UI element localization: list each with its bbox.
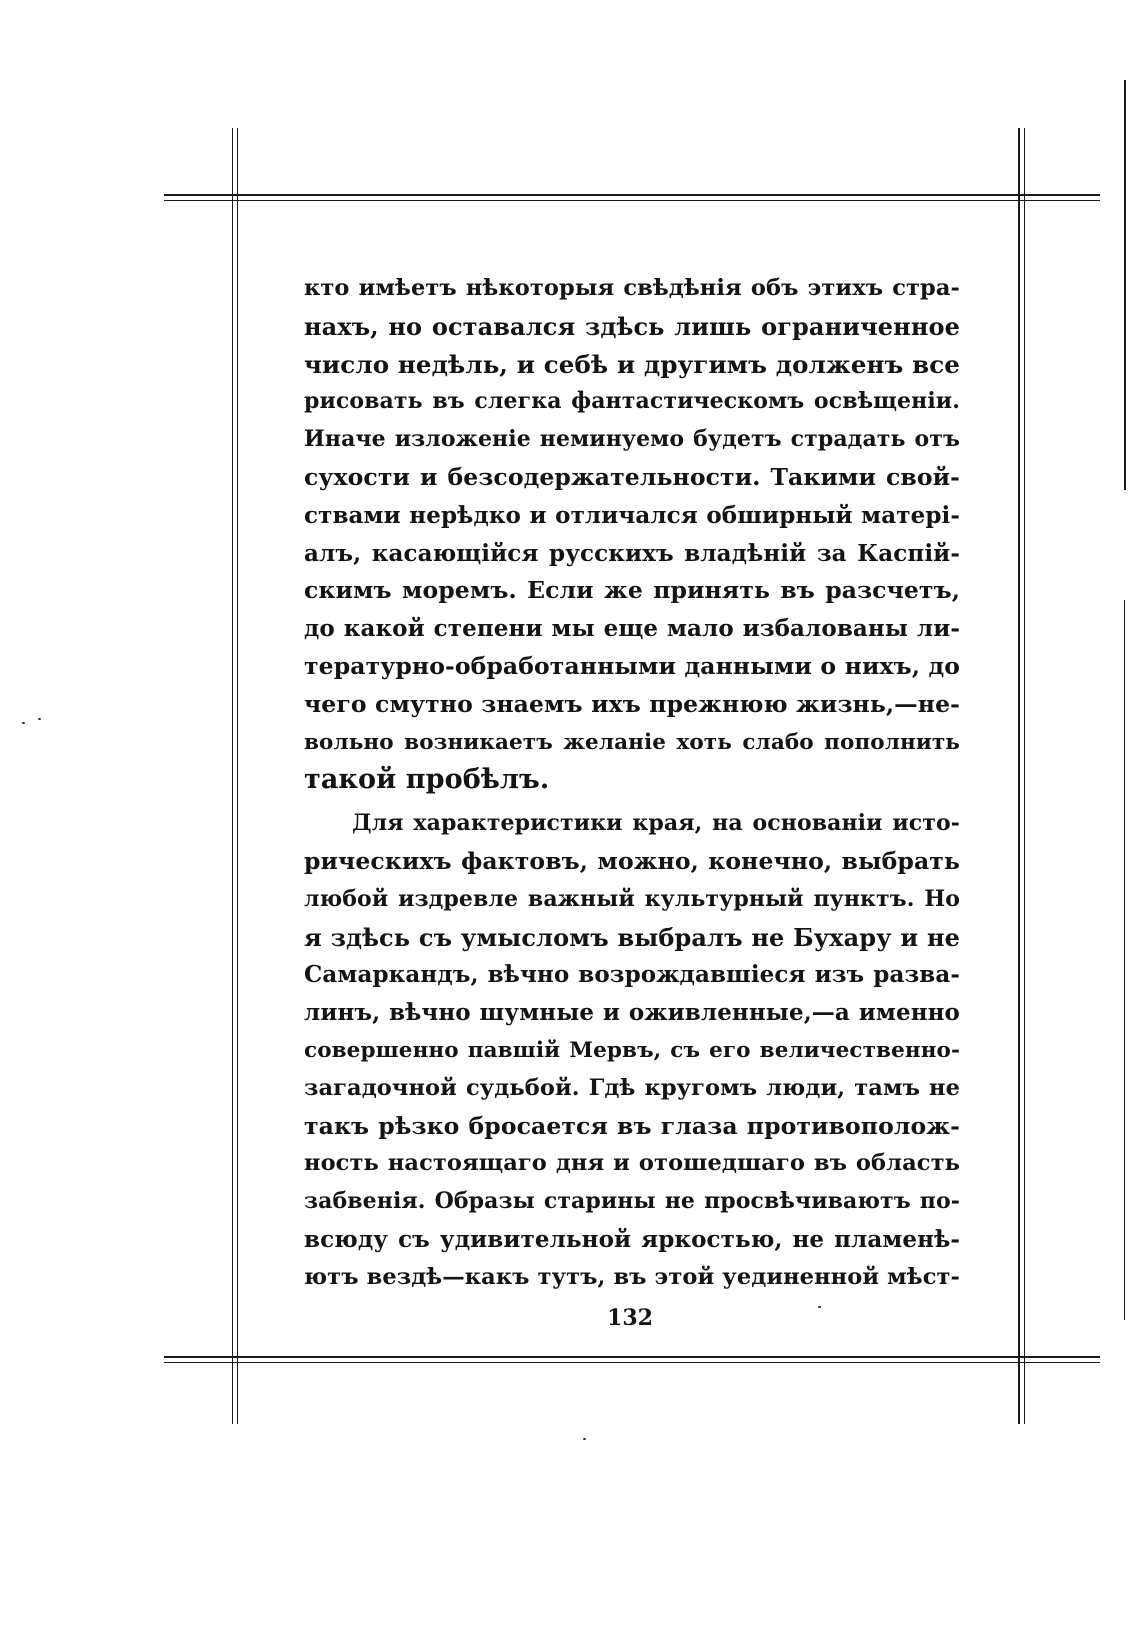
page-number: 132: [607, 1305, 653, 1331]
text-line: сухости и безсодержательности. Такими свой-: [304, 462, 960, 491]
text-line: забвенія. Образы старины не просвѣчиваютъ по-: [304, 1188, 960, 1215]
text-line: число недѣль, и себѣ и другимъ долженъ все: [304, 349, 960, 379]
right-rule-outer: [1018, 128, 1020, 1424]
text-line: рическихъ фактовъ, можно, конечно, выбрать: [304, 846, 960, 875]
text-line: Самаркандъ, вѣчно возрождавшіеся изъ разва-: [304, 961, 960, 989]
text-line: совершенно павшій Мервъ, съ его величественно-: [304, 1037, 960, 1063]
text-line: рисовать въ слегка фантастическомъ освѣщеніи.: [304, 388, 960, 415]
top-rule-inner: [164, 200, 1100, 201]
text-line: загадочной судьбой. Гдѣ кругомъ люди, тамъ не: [304, 1074, 960, 1101]
paragraph: [304, 805, 960, 1296]
text-line: любой издревле важный культурный пунктъ. Но: [304, 885, 960, 912]
bottom-rule-inner: [164, 1362, 1100, 1363]
page-edge-line-lower: [1124, 600, 1125, 1320]
text-line: я здѣсь съ умысломъ выбралъ не Бухару и не: [304, 922, 960, 952]
text-line: такой пробѣлъ.: [304, 764, 550, 796]
text-line: тературно-обработанными данными о нихъ, до: [304, 651, 960, 680]
text-line: скимъ моремъ. Если же принять въ разсчетъ,: [304, 576, 960, 605]
body-text: [304, 270, 960, 1297]
scan-speck: [22, 722, 25, 724]
text-line: ютъ вездѣ—какъ тутъ, въ этой уединенной мѣст-: [304, 1263, 960, 1290]
paragraph: [304, 270, 960, 799]
scan-speck: [818, 1306, 821, 1308]
text-line: всюду съ удивительной яркостью, не пламенѣ-: [304, 1225, 960, 1253]
top-rule: [164, 194, 1100, 196]
text-line: такъ рѣзко бросается въ глаза противополож-: [304, 1111, 960, 1140]
page-edge-line: [1124, 80, 1126, 490]
right-rule-inner: [1024, 128, 1025, 1424]
left-rule-outer: [232, 128, 233, 1424]
text-line: вольно возникаетъ желаніе хоть слабо пополнить: [304, 729, 960, 755]
scan-speck: [583, 1438, 586, 1440]
text-line: до какой степени мы еще мало избалованы ли-: [304, 615, 960, 643]
text-line: алъ, касающійся русскихъ владѣній за Каспій-: [304, 539, 960, 567]
text-line: кто имѣетъ нѣкоторыя свѣдѣнія объ этихъ стра-: [304, 275, 960, 301]
bottom-rule: [164, 1356, 1100, 1358]
text-line: ность настоящаго дня и отошедшаго въ область: [304, 1150, 960, 1177]
text-line: Для характеристики края, на основаніи исто-: [352, 810, 960, 837]
text-line: ствами нерѣдко и отличался обширный матері-: [304, 501, 960, 529]
text-line: линъ, вѣчно шумные и оживленные,—а именно: [304, 999, 960, 1027]
scan-speck: [38, 718, 41, 720]
text-line: Иначе изложеніе неминуемо будетъ страдать отъ: [304, 426, 960, 453]
text-line: чего смутно знаемъ ихъ прежнюю жизнь,—не-: [304, 689, 960, 718]
text-line: нахъ, но оставался здѣсь лишь ограниченное: [304, 311, 960, 341]
left-rule-inner: [237, 128, 238, 1424]
